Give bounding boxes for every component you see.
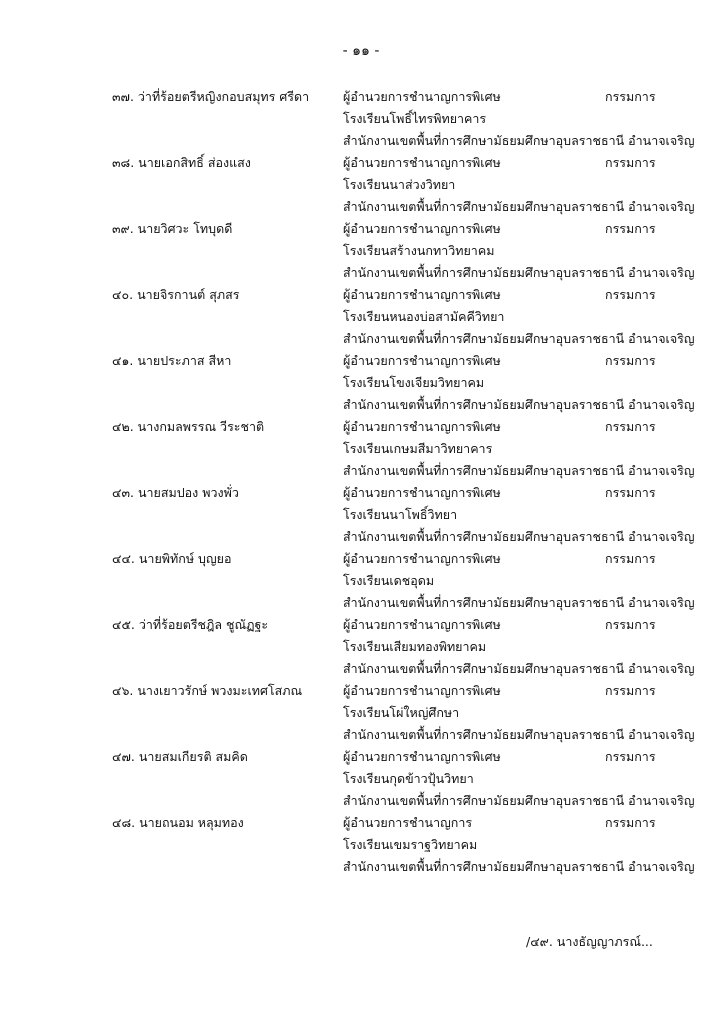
member-name: ๔๓. นายสมปอง พวงพั่ว [112,485,239,500]
member-role: กรรมการ [605,221,656,236]
member-role: กรรมการ [605,353,656,368]
member-office: สำนักงานเขตพื้นที่การศึกษามัธยมศึกษาอุบลราชธานี อำนาจเจริญ [343,133,695,148]
member-name: ๔๒. นางกมลพรรณ วีระชาติ [112,419,265,434]
member-school: โรงเรียนโผ่ใหญ่ศึกษา [343,705,460,720]
member-office: สำนักงานเขตพื้นที่การศึกษามัธยมศึกษาอุบลราชธานี อำนาจเจริญ [343,397,695,412]
member-office: สำนักงานเขตพื้นที่การศึกษามัธยมศึกษาอุบลราชธานี อำนาจเจริญ [343,265,695,280]
list-item [0,682,722,748]
member-office: สำนักงานเขตพื้นที่การศึกษามัธยมศึกษาอุบลราชธานี อำนาจเจริญ [343,595,695,610]
member-name: ๔๑. นายประภาส สีหา [112,353,232,368]
member-office: สำนักงานเขตพื้นที่การศึกษามัธยมศึกษาอุบลราชธานี อำนาจเจริญ [343,331,695,346]
list-item [0,286,722,352]
member-position: ผู้อำนวยการชำนาญการพิเศษ [343,551,501,566]
member-position: ผู้อำนวยการชำนาญการพิเศษ [343,221,501,236]
member-position: ผู้อำนวยการชำนาญการ [343,815,473,830]
member-name: ๓๗. ว่าที่ร้อยตรีหญิงกอบสมุทร ศรีดา [112,89,310,104]
list-item [0,154,722,220]
member-office: สำนักงานเขตพื้นที่การศึกษามัธยมศึกษาอุบลราชธานี อำนาจเจริญ [343,859,695,874]
list-item [0,550,722,616]
member-name: ๓๘. นายเอกสิทธิ์ ส่องแสง [112,155,251,170]
member-position: ผู้อำนวยการชำนาญการพิเศษ [343,89,501,104]
member-position: ผู้อำนวยการชำนาญการพิเศษ [343,617,501,632]
member-school: โรงเรียนกุดข้าวปุ้นวิทยา [343,771,474,786]
member-office: สำนักงานเขตพื้นที่การศึกษามัธยมศึกษาอุบลราชธานี อำนาจเจริญ [343,199,695,214]
member-role: กรรมการ [605,683,656,698]
member-name: ๓๙. นายวิศวะ โทบุดดี [112,221,233,236]
member-school: โรงเรียนเดชอุดม [343,573,435,588]
committee-list [0,88,722,880]
member-school: โรงเรียนโขงเจียมวิทยาคม [343,375,485,390]
member-school: โรงเรียนนาส่วงวิทยา [343,177,456,192]
member-position: ผู้อำนวยการชำนาญการพิเศษ [343,683,501,698]
page-number: - ๑๑ - [342,43,380,59]
member-school: โรงเรียนหนองบ่อสามัคคีวิทยา [343,309,505,324]
member-office: สำนักงานเขตพื้นที่การศึกษามัธยมศึกษาอุบลราชธานี อำนาจเจริญ [343,727,695,742]
member-position: ผู้อำนวยการชำนาญการพิเศษ [343,287,501,302]
member-role: กรรมการ [605,749,656,764]
list-item [0,88,722,154]
list-item [0,352,722,418]
member-name: ๔๔. นายพิทักษ์ บุญยอ [112,551,232,566]
list-item [0,484,722,550]
list-item [0,748,722,814]
member-name: ๔๐. นายจิรกานต์ สุภสร [112,287,240,302]
member-school: โรงเรียนเกษมสีมาวิทยาคาร [343,441,493,456]
list-item [0,220,722,286]
member-role: กรรมการ [605,89,656,104]
member-school: โรงเรียนโพธิ์ไทรพิทยาคาร [343,111,487,126]
list-item [0,814,722,880]
member-position: ผู้อำนวยการชำนาญการพิเศษ [343,353,501,368]
member-role: กรรมการ [605,485,656,500]
member-school: โรงเรียนเขมราฐวิทยาคม [343,837,478,852]
member-role: กรรมการ [605,551,656,566]
member-office: สำนักงานเขตพื้นที่การศึกษามัธยมศึกษาอุบลราชธานี อำนาจเจริญ [343,661,695,676]
member-position: ผู้อำนวยการชำนาญการพิเศษ [343,749,501,764]
member-position: ผู้อำนวยการชำนาญการพิเศษ [343,485,501,500]
list-item [0,616,722,682]
member-name: ๔๗. นายสมเกียรติ สมคิด [112,749,248,764]
member-role: กรรมการ [605,815,656,830]
member-position: ผู้อำนวยการชำนาญการพิเศษ [343,155,501,170]
member-office: สำนักงานเขตพื้นที่การศึกษามัธยมศึกษาอุบลราชธานี อำนาจเจริญ [343,529,695,544]
member-office: สำนักงานเขตพื้นที่การศึกษามัธยมศึกษาอุบลราชธานี อำนาจเจริญ [343,463,695,478]
member-role: กรรมการ [605,287,656,302]
next-page-continuation: /๔๙. นางธัญญาภรณ์... [526,934,653,949]
member-name: ๔๘. นายถนอม หลุมทอง [112,815,244,830]
member-school: โรงเรียนนาโพธิ์วิทยา [343,507,458,522]
member-name: ๔๖. นางเยาวรักษ์ พวงมะเทศโสภณ [112,683,303,698]
member-role: กรรมการ [605,419,656,434]
member-school: โรงเรียนสร้างนกทาวิทยาคม [343,243,495,258]
member-role: กรรมการ [605,617,656,632]
member-school: โรงเรียนเสียมทองพิทยาคม [343,639,487,654]
member-position: ผู้อำนวยการชำนาญการพิเศษ [343,419,501,434]
member-name: ๔๕. ว่าที่ร้อยตรีชฎิล ชูณัฏฐะ [112,617,269,632]
list-item [0,418,722,484]
member-office: สำนักงานเขตพื้นที่การศึกษามัธยมศึกษาอุบลราชธานี อำนาจเจริญ [343,793,695,808]
member-role: กรรมการ [605,155,656,170]
